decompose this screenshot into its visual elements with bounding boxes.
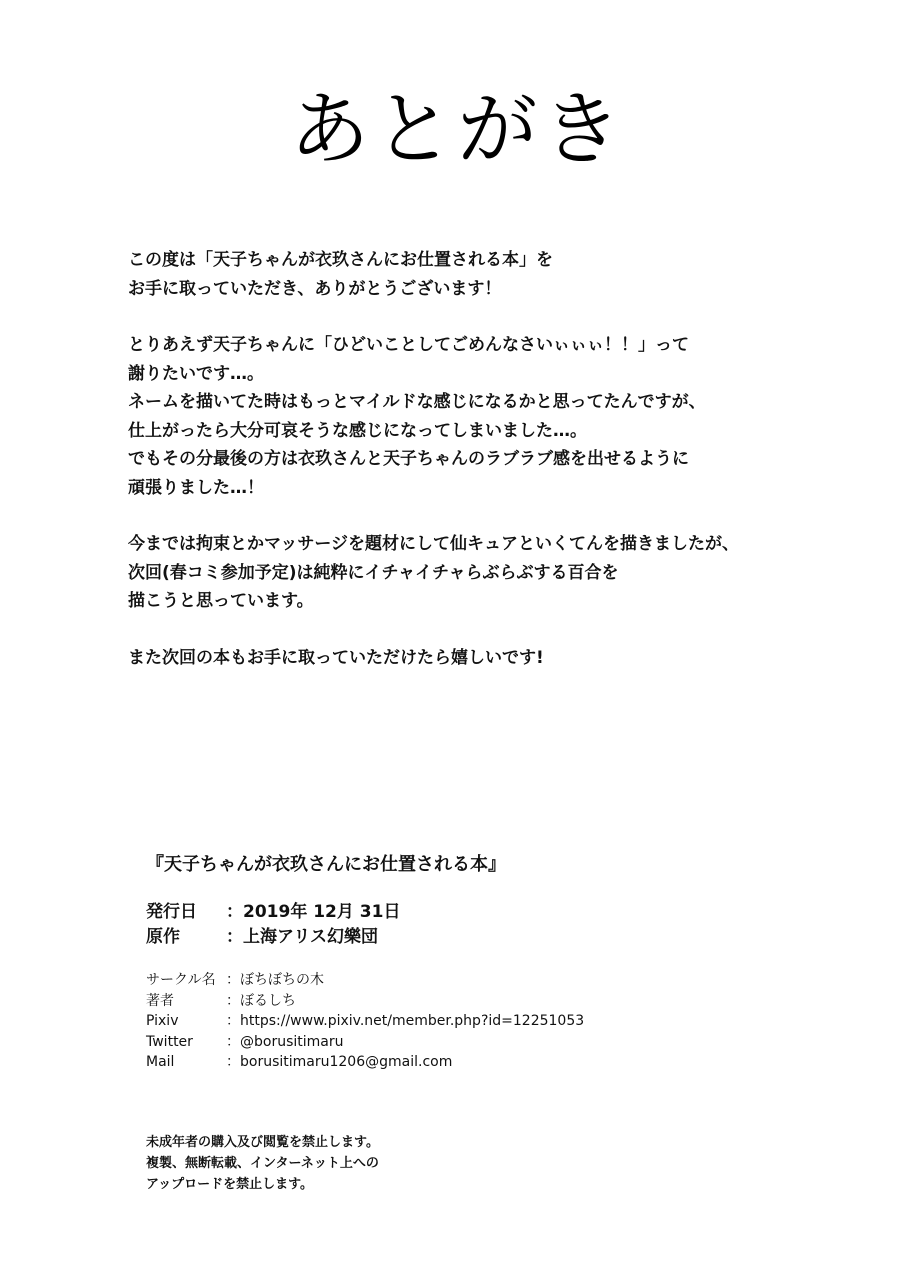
detail-key: Pixiv	[146, 1013, 179, 1029]
text-line: また次回の本もお手に取っていただけたら嬉しいです!	[128, 647, 544, 668]
info-key: 発行日	[146, 902, 197, 922]
info-row-original-work	[146, 925, 866, 950]
circle-details	[146, 970, 866, 1073]
detail-row-pixiv	[146, 1011, 866, 1032]
detail-key: Mail	[146, 1054, 175, 1070]
detail-value: ：borusitimaru1206@gmail.com	[226, 1054, 453, 1070]
detail-row-author	[146, 991, 866, 1012]
paragraph	[128, 246, 888, 303]
detail-row-mail	[146, 1052, 866, 1073]
info-value: ：2019年 12月 31日	[226, 902, 401, 922]
text-line: 描こうと思っています。	[128, 591, 314, 611]
text-line: お手に取っていただき、ありがとうございます！	[128, 278, 502, 299]
notice-line: アップロードを禁止します。	[146, 1177, 314, 1192]
page-title: あとがき	[289, 83, 626, 176]
text-line: とりあえず天子ちゃんに「ひどいことしてごめんなさいぃぃぃ！！」って	[128, 335, 689, 355]
text-line: この度は「天子ちゃんが衣玖さんにお仕置される本」を	[128, 250, 553, 270]
detail-value: ：@borusitimaru	[226, 1033, 344, 1050]
detail-row-twitter	[146, 1032, 866, 1053]
text-line: 今までは拘束とかマッサージを題材にして仙キュアといくてんを描きましたが、	[128, 534, 739, 554]
detail-value: ：ぼちぼちの木	[226, 972, 324, 988]
paragraph	[128, 331, 888, 502]
text-line: 次回(春コミ参加予定)は純粋にイチャイチャらぶらぶする百合を	[128, 562, 619, 583]
detail-row-circle	[146, 970, 866, 991]
detail-value: ：https://www.pixiv.net/member.php?id=12251053	[226, 1013, 585, 1029]
info-row-release-date	[146, 900, 866, 925]
paragraph	[128, 644, 888, 673]
info-key: 原作	[146, 927, 180, 947]
notice-line: 複製、無断転載、インターネット上への	[146, 1156, 379, 1171]
detail-key: サークル名	[146, 972, 216, 988]
legal-notice	[146, 1132, 379, 1195]
book-title: 『天子ちゃんが衣玖さんにお仕置される本』	[146, 854, 506, 875]
notice-line: 未成年者の購入及び閲覧を禁止します。	[146, 1135, 379, 1150]
detail-value: ：ぼるしち	[226, 992, 296, 1009]
detail-key: 著者	[146, 992, 174, 1009]
publication-info	[146, 900, 866, 950]
paragraph	[128, 530, 888, 616]
text-line: 仕上がったら大分可哀そうな感じになってしまいました…。	[128, 420, 587, 441]
text-line: でもその分最後の方は衣玖さんと天子ちゃんのラブラブ感を出せるように	[128, 449, 689, 469]
afterword-body	[128, 246, 888, 700]
text-line: 謝りたいです…。	[128, 363, 264, 384]
info-value: ：上海アリス幻樂団	[226, 927, 378, 947]
text-line: ネームを描いてた時はもっとマイルドな感じになるかと思ってたんですが、	[128, 392, 706, 412]
colophon	[146, 852, 866, 1073]
text-line: 頑張りました…！	[128, 477, 264, 498]
detail-key: Twitter	[146, 1033, 193, 1050]
